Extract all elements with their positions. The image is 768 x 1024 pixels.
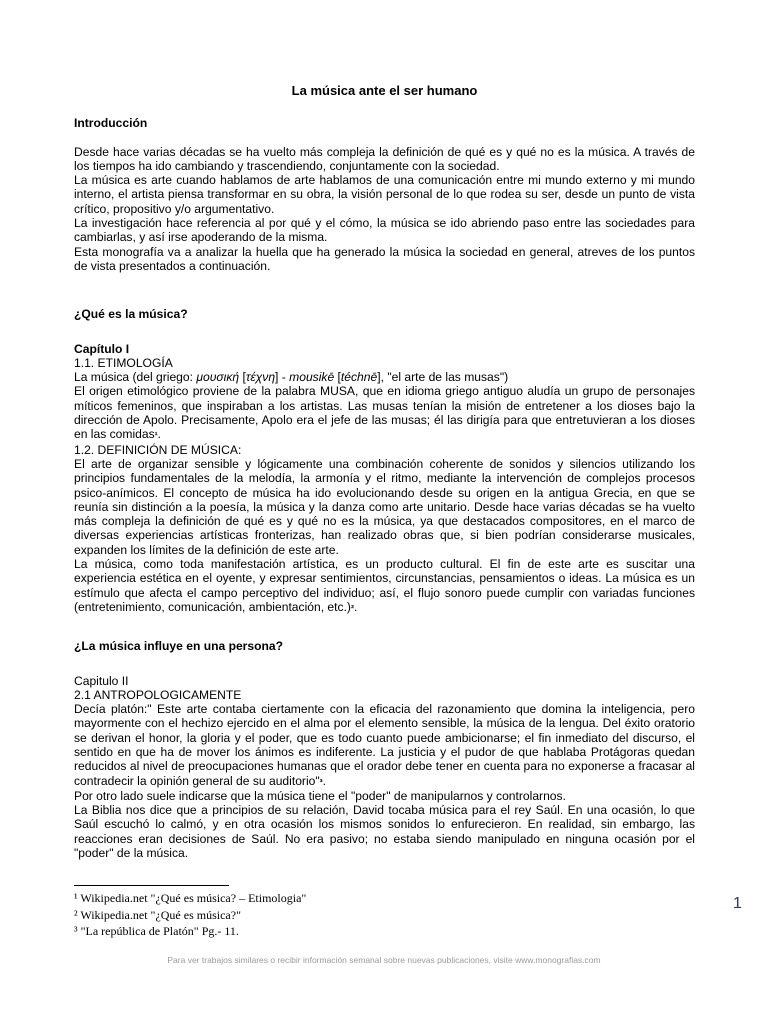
footnotes	[74, 890, 306, 940]
translit-word-2: téchnē	[340, 370, 378, 385]
document-title: La música ante el ser humano	[291, 83, 478, 98]
chapter-1-heading: Capítulo I	[74, 341, 130, 356]
greek-word-2: τέχνη	[245, 370, 276, 385]
etym-text: ], "el arte de las musas")	[377, 370, 509, 385]
footer-notice: Para ver trabajos similares o recibir información semanal sobre nuevas publicaciones, visite www.monografias.com	[167, 955, 601, 965]
etym-text: [	[334, 370, 341, 385]
etymology-heading: 1.1. ETIMOLOGÍA	[74, 355, 173, 370]
plato-paragraph	[74, 702, 695, 789]
period: .	[322, 773, 327, 788]
period: .	[353, 599, 358, 614]
intro-heading: Introducción	[74, 116, 148, 131]
etymology-paragraph	[74, 384, 695, 442]
footnote-1: ¹ Wikipedia.net "¿Qué es música? – Etimologia"	[74, 891, 307, 905]
greek-word-1: μουσική	[196, 370, 240, 385]
etymology-line	[74, 370, 695, 384]
definition-heading: 1.2. DEFINICIÓN DE MÚSICA:	[74, 442, 242, 457]
intro-paragraph-4: Esta monografía va a analizar la huella que ha generado la música la sociedad en general, atreves de los puntos de vista presentados a continuación.	[74, 244, 695, 273]
footnote-3: ³ "La república de Platón" Pg.- 11.	[74, 924, 239, 938]
etym-text: ] -	[275, 370, 290, 385]
anthropology-heading: 2.1 ANTROPOLOGICAMENTE	[74, 687, 242, 702]
footnote-ref-1[interactable]: ¹	[154, 430, 158, 441]
section2-question: ¿La música influye en una persona?	[74, 639, 284, 654]
culture-text: La música, como toda manifestación artística, es un producto cultural. El fin de este arte es suscitar una experiencia estética en el oyente, y expresar sentimientos, circunstancias, pensamientos o ideas. La música es un estímulo que afecta el campo perceptivo del individuo; así, el flujo sonoro puede cumplir con variadas funciones (entretenimiento, comunicación, ambientación, etc.)	[74, 557, 695, 614]
power-paragraph: Por otro lado suele indicarse que la música tiene el "poder" de manipularnos y controlarnos.	[74, 788, 566, 803]
definition-paragraph: El arte de organizar sensible y lógicamente una combinación coherente de sonidos y silencios utilizando los principios fundamentales de la melodía, la armonía y el ritmo, mediante la intervención de complejos procesos psico-anímicos. El concepto de música ha ido evolucionando desde su origen en la antigua Grecia, en que se reunía sin distinción a la poesía, la música y la danza como arte unitario. Desde hace varias décadas se ha vuelto más compleja la definición de qué es y qué no es la música, ya que destacados compositores, en el marco de diversas experiencias artísticas fronterizas, han realizado obras que, si bien podrían considerarse musicales, expanden los límites de la definición de este arte.	[74, 456, 695, 557]
etymology-text: El origen etimológico proviene de la palabra MUSA, que en idioma griego antiguo aludía un grupo de personajes míticos femeninos, que inspiraban a los artistas. Las musas tenían la misión de entretener a los dioses bajo la dirección de Apolo. Precisamente, Apolo era el jefe de las musas; él las dirigía para que entretuvieran a los dioses en las comidas	[74, 384, 695, 442]
period: .	[157, 427, 162, 442]
translit-word-1: mousikē	[289, 370, 335, 385]
intro-paragraph-1: Desde hace varias décadas se ha vuelto más compleja la definición de qué es y qué no es la música. A través de los tiempos ha ido cambiando y trascendiendo, conjuntamente con la sociedad.	[74, 144, 695, 173]
etym-text: [	[239, 370, 246, 385]
culture-paragraph	[74, 557, 695, 615]
bible-paragraph: La Biblia nos dice que a principios de su relación, David tocaba música para el rey Saúl. En una ocasión, lo que Saúl escuchó lo calmó, y en otra ocasión los mismos sonidos lo enfurecieron. En realidad, sin embargo, las reacciones eran decisiones de Saúl. No era pasivo; no estaba siendo manipulado en ninguna ocasión por el "poder" de la música.	[74, 803, 695, 861]
footnote-divider	[74, 885, 229, 886]
etym-text: La música (del griego:	[74, 370, 197, 385]
section1-question: ¿Qué es la música?	[74, 307, 188, 322]
document-body	[74, 84, 695, 860]
footnote-ref-3[interactable]: ³	[319, 776, 323, 787]
intro-paragraph-2: La música es arte cuando hablamos de arte hablamos de una comunicación entre mi mundo externo y mi mundo interno, el artista piensa transformar en su obra, la visión personal de lo que rodea su ser, desde un punto de vista crítico, propositivo y/o argumentativo.	[74, 173, 695, 216]
intro-paragraph-3: La investigación hace referencia al por qué y el cómo, la música se ido abriendo paso entre las sociedades para cambiarlas, y así irse apoderando de la misma.	[74, 216, 695, 245]
plato-text: Decía platón:" Este arte contaba ciertamente con la eficacia del razonamiento que domina la inteligencia, pero mayormente con el hechizo ejercido en el alma por el elemento sensible, la música de la lengua. Del éxito oratorio se derivan el honor, la gloria y el poder, que es todo cuanto puede ambicionarse; el fin inmediato del discurso, el sentido en que ha de mover los ánimos es indiferente. La justicia y el pudor de que hablaba Protágoras quedan reducidos al nivel de preocupaciones humanas que el orador debe tener en cuenta para no exponerse a fracasar al contradecir la opinión general de su auditorio"	[74, 702, 695, 788]
footnote-2: ² Wikipedia.net "¿Qué es música?"	[74, 907, 241, 922]
page-number: 1	[733, 895, 742, 912]
footnote-ref-2[interactable]: ²	[350, 602, 354, 613]
chapter-2-heading: Capitulo II	[74, 673, 129, 688]
